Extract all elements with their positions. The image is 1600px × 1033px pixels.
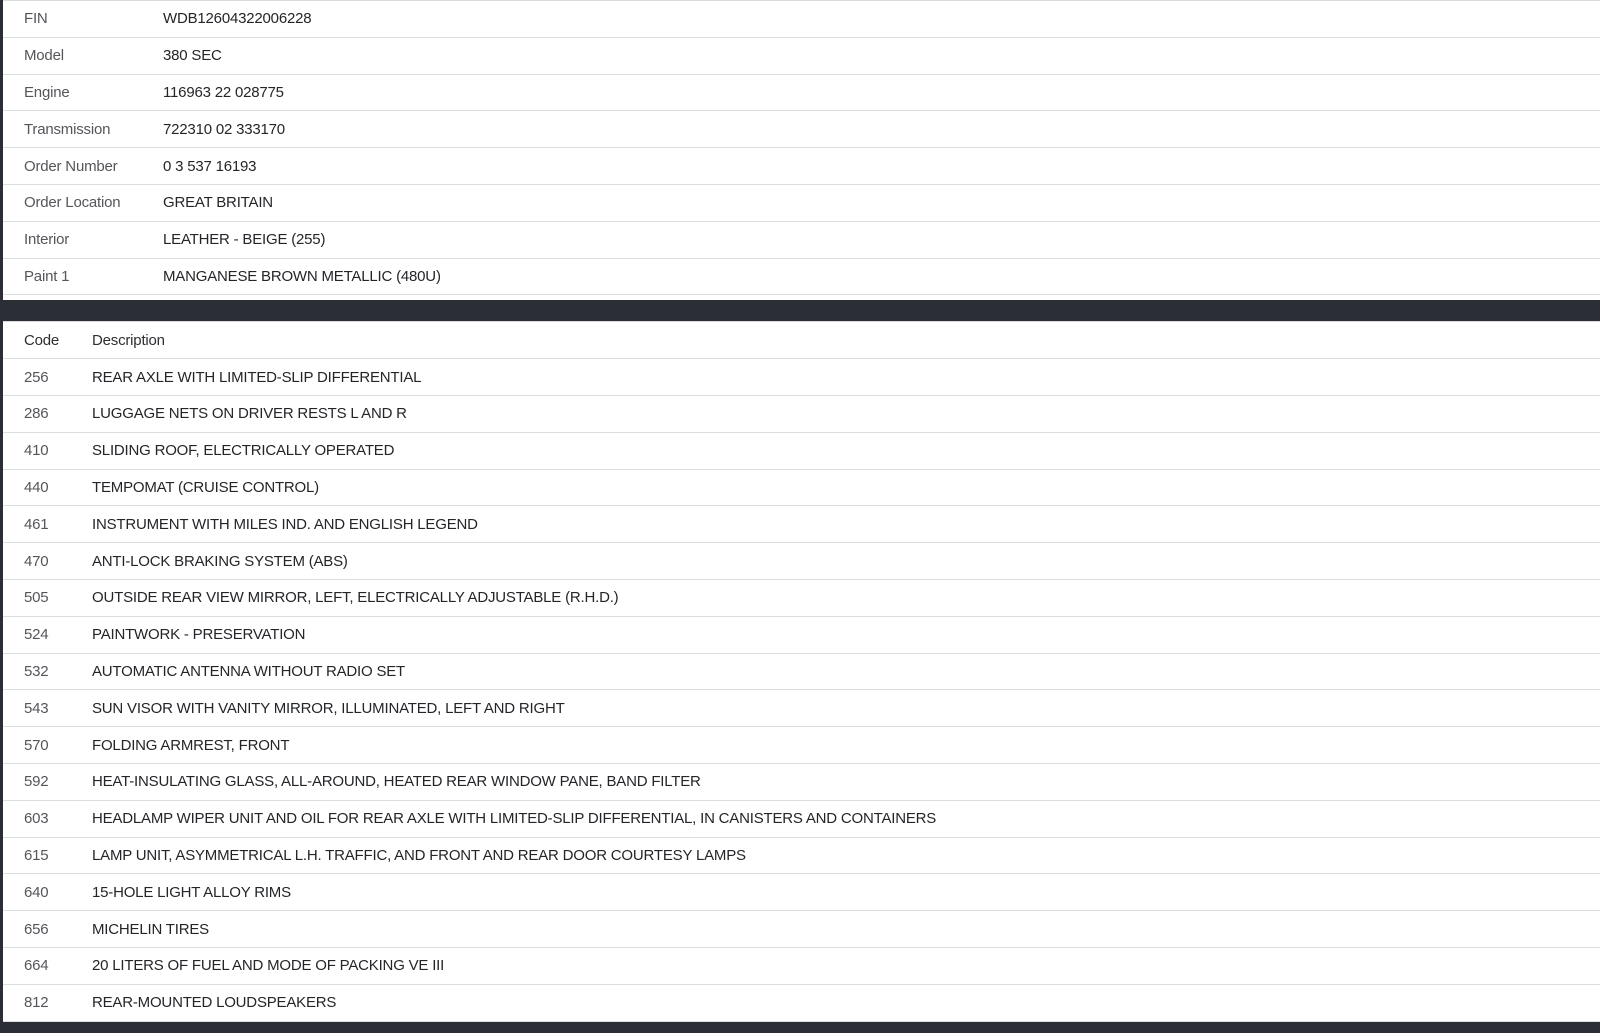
option-description: LUGGAGE NETS ON DRIVER RESTS L AND R	[92, 405, 407, 423]
vehicle-info-label: Order Number	[24, 157, 118, 175]
vehicle-info-value: WDB12604322006228	[163, 10, 312, 28]
option-code-row	[3, 543, 1600, 580]
option-description: LAMP UNIT, ASYMMETRICAL L.H. TRAFFIC, AND FRONT AND REAR DOOR COURTESY LAMPS	[92, 846, 746, 864]
option-code: 812	[24, 994, 49, 1012]
option-code-row	[3, 654, 1600, 691]
option-description: MICHELIN TIRES	[92, 920, 209, 938]
vehicle-info-label: Interior	[24, 231, 70, 249]
option-code-row	[3, 874, 1600, 911]
option-code: 664	[24, 957, 49, 975]
option-code-row	[3, 580, 1600, 617]
vehicle-info-row	[3, 259, 1600, 296]
vehicle-info-label: FIN	[24, 10, 48, 28]
vehicle-info-row	[3, 1, 1600, 38]
option-description: SLIDING ROOF, ELECTRICALLY OPERATED	[92, 442, 395, 460]
vehicle-info-row	[3, 111, 1600, 148]
vehicle-info-label: Transmission	[24, 120, 111, 138]
description-column-header: Description	[92, 331, 165, 349]
vehicle-info-row	[3, 75, 1600, 112]
vehicle-info-label: Order Location	[24, 194, 121, 212]
option-code-row	[3, 764, 1600, 801]
option-description: AUTOMATIC ANTENNA WITHOUT RADIO SET	[92, 662, 406, 680]
option-code-row	[3, 359, 1600, 396]
option-description: FOLDING ARMREST, FRONT	[92, 736, 290, 754]
option-code-row	[3, 506, 1600, 543]
option-code-row	[3, 470, 1600, 507]
option-codes-header-row	[3, 322, 1600, 359]
option-code-row	[3, 948, 1600, 985]
option-description: INSTRUMENT WITH MILES IND. AND ENGLISH LEGEND	[92, 515, 478, 533]
option-code-row	[3, 727, 1600, 764]
option-description: REAR-MOUNTED LOUDSPEAKERS	[92, 994, 337, 1012]
option-code-row	[3, 617, 1600, 654]
option-code-row	[3, 690, 1600, 727]
code-column-header: Code	[24, 331, 60, 349]
option-code: 592	[24, 773, 49, 791]
option-description: OUTSIDE REAR VIEW MIRROR, LEFT, ELECTRICALLY ADJUSTABLE (R.H.D.)	[92, 589, 619, 607]
option-code: 656	[24, 920, 49, 938]
option-code: 615	[24, 846, 49, 864]
option-code-row	[3, 838, 1600, 875]
option-code: 532	[24, 662, 49, 680]
option-code-row	[3, 396, 1600, 433]
option-description: TEMPOMAT (CRUISE CONTROL)	[92, 478, 319, 496]
option-code: 461	[24, 515, 49, 533]
option-code-row	[3, 985, 1600, 1022]
option-description: HEAT-INSULATING GLASS, ALL-AROUND, HEATED REAR WINDOW PANE, BAND FILTER	[92, 773, 701, 791]
vehicle-info-value: LEATHER - BEIGE (255)	[163, 231, 326, 249]
vehicle-info-label: Engine	[24, 83, 70, 101]
option-code: 570	[24, 736, 49, 754]
vehicle-info-table	[3, 0, 1600, 300]
vehicle-info-value: 0 3 537 16193	[163, 157, 257, 175]
vehicle-info-value: 380 SEC	[163, 47, 222, 65]
option-code: 256	[24, 368, 49, 386]
option-code-row	[3, 433, 1600, 470]
option-code: 440	[24, 478, 49, 496]
option-description: HEADLAMP WIPER UNIT AND OIL FOR REAR AXLE WITH LIMITED-SLIP DIFFERENTIAL, IN CANISTERS AND CONTAINERS	[92, 810, 937, 828]
option-description: PAINTWORK - PRESERVATION	[92, 626, 306, 644]
vehicle-info-value: 116963 22 028775	[163, 83, 284, 101]
vehicle-info-label: Model	[24, 47, 64, 65]
option-code: 640	[24, 883, 49, 901]
option-code: 603	[24, 810, 49, 828]
vehicle-info-value: 722310 02 333170	[163, 120, 285, 138]
option-code: 410	[24, 442, 49, 460]
vehicle-info-label: Paint 1	[24, 267, 70, 285]
option-code-row	[3, 911, 1600, 948]
option-code: 470	[24, 552, 49, 570]
vehicle-info-value: GREAT BRITAIN	[163, 194, 273, 212]
vehicle-info-value: MANGANESE BROWN METALLIC (480U)	[163, 267, 441, 285]
vehicle-info-row	[3, 185, 1600, 222]
option-description: 20 LITERS OF FUEL AND MODE OF PACKING VE III	[92, 957, 445, 975]
vehicle-info-row	[3, 148, 1600, 185]
option-description: SUN VISOR WITH VANITY MIRROR, ILLUMINATED, LEFT AND RIGHT	[92, 699, 565, 717]
option-code: 286	[24, 405, 49, 423]
option-codes-table	[3, 321, 1600, 1021]
option-description: 15-HOLE LIGHT ALLOY RIMS	[92, 883, 291, 901]
option-code: 505	[24, 589, 49, 607]
option-code: 524	[24, 626, 49, 644]
option-description: REAR AXLE WITH LIMITED-SLIP DIFFERENTIAL	[92, 368, 422, 386]
option-description: ANTI-LOCK BRAKING SYSTEM (ABS)	[92, 552, 348, 570]
option-code: 543	[24, 699, 49, 717]
vehicle-info-row	[3, 38, 1600, 75]
option-code-row	[3, 801, 1600, 838]
vehicle-info-row	[3, 222, 1600, 259]
